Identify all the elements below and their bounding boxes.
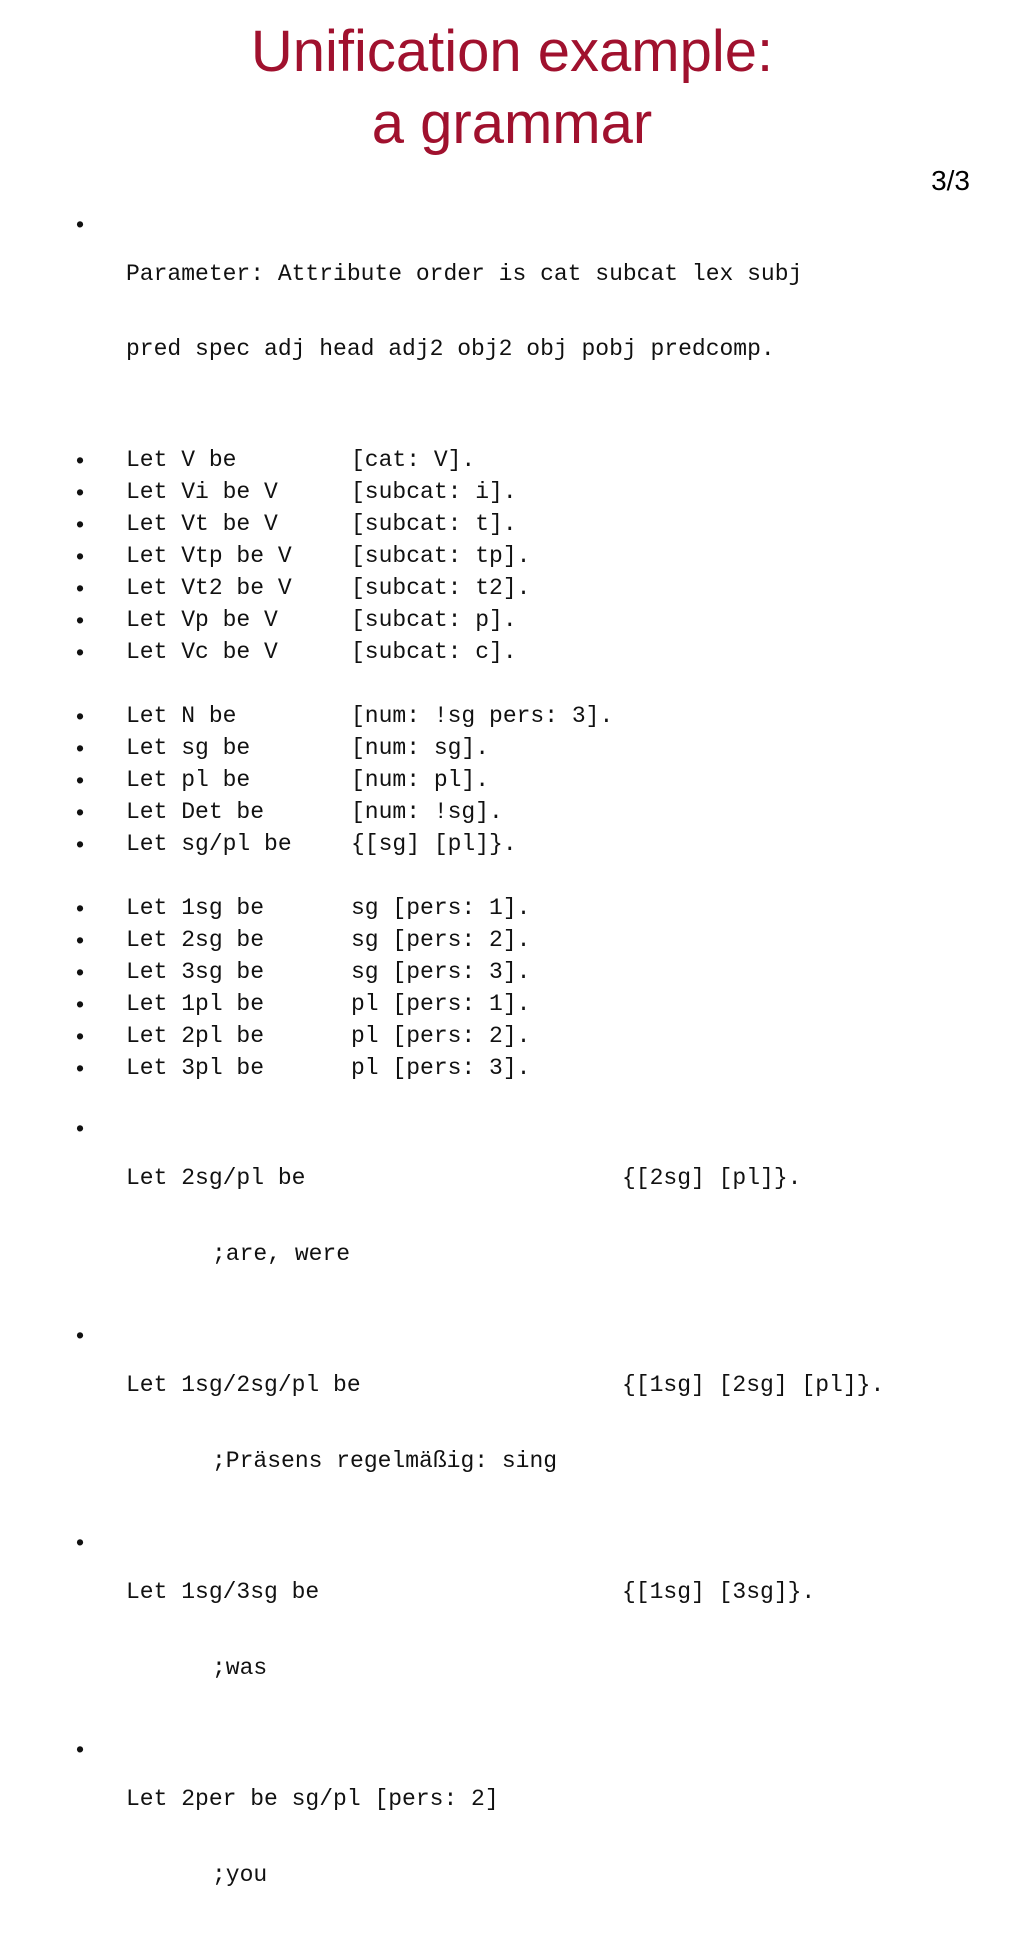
rule-noun [76,764,976,796]
rule-rhs: {[2sg] [pl]}. [622,1165,802,1191]
rule-combo [76,1116,976,1317]
rule-verb [76,476,976,508]
parameter-line-2: pred spec adj head adj2 obj2 obj pobj predcomp. [126,336,775,362]
rule-rhs: pl [pers: 1]. [351,991,531,1017]
rule-rhs: [num: !sg]. [351,799,503,825]
rule-lhs: Let sg be [126,735,251,761]
spacer [76,860,976,892]
rule-comment: ;are, were [212,1241,351,1267]
rule-rhs: sg [pers: 3]. [351,959,531,985]
grammar-rules-list [76,212,976,1938]
rule-rhs: [subcat: p]. [351,607,517,633]
rule-person [76,1020,976,1052]
rule-lhs: Let 3sg be [126,959,265,985]
rule-comment: ;was [212,1655,268,1681]
rule-noun [76,732,976,764]
rule-comment: ;Präsens regelmäßig: sing [212,1448,558,1474]
rule-rhs: sg [pers: 2]. [351,927,531,953]
rule-lhs: Let Det be [126,799,265,825]
rule-lhs: Let 2sg/pl be [126,1165,306,1191]
rule-lhs: Let Vt be V [126,511,278,537]
rule-verb [76,636,976,668]
rule-lhs: Let V be [126,447,237,473]
page-indicator: 3/3 [931,165,970,196]
rule-rhs: [subcat: tp]. [351,543,531,569]
rule-rhs: [cat: V]. [351,447,476,473]
rule-rhs: [subcat: c]. [351,639,517,665]
rule-lhs: Let 1sg/2sg/pl be [126,1372,361,1398]
rule-noun [76,700,976,732]
slide-title [0,16,1024,160]
rule-lhs: Let Vtp be V [126,543,292,569]
rule-rhs: {[1sg] [2sg] [pl]}. [622,1372,885,1398]
rule-person [76,1052,976,1084]
rule-rhs: {[1sg] [3sg]}. [622,1579,816,1605]
rule-person [76,988,976,1020]
rule-verb [76,572,976,604]
slide-title-line-1: Unification example: [250,19,774,84]
rule-rhs: [subcat: t]. [351,511,517,537]
rule-lhs: Let N be [126,703,237,729]
slide-title-line-2: a grammar [371,91,653,156]
rule-lhs: Let 2per be sg/pl [pers: 2] [126,1786,499,1812]
rule-rhs: {[sg] [pl]}. [351,831,517,857]
rule-lhs: Let 1pl be [126,991,265,1017]
rule-person [76,924,976,956]
rule-rhs: pl [pers: 2]. [351,1023,531,1049]
rule-lhs: Let 2pl be [126,1023,265,1049]
spacer [76,668,976,700]
rule-combo [76,1323,976,1524]
rule-verb [76,604,976,636]
rule-lhs: Let pl be [126,767,251,793]
rule-rhs: [subcat: i]. [351,479,517,505]
rule-rhs: [num: sg]. [351,735,490,761]
rule-lhs: Let sg/pl be [126,831,292,857]
rule-combo [76,1530,976,1731]
rule-verb [76,444,976,476]
rule-verb [76,508,976,540]
rule-noun [76,796,976,828]
rule-combo [76,1737,976,1938]
rule-rhs: [subcat: t2]. [351,575,531,601]
rule-lhs: Let Vt2 be V [126,575,292,601]
rule-lhs: Let Vp be V [126,607,278,633]
rule-comment: ;you [212,1862,268,1888]
rule-lhs: Let Vc be V [126,639,278,665]
rule-lhs: Let 1sg be [126,895,265,921]
parameter-line-1: • Parameter: Attribute order is cat subcat lex subj [126,261,803,287]
spacer [76,1084,976,1116]
rule-lhs: Let Vi be V [126,479,278,505]
rule-lhs: Let 2sg be [126,927,265,953]
rule-rhs: pl [pers: 3]. [351,1055,531,1081]
rule-verb [76,540,976,572]
rule-person [76,892,976,924]
rule-lhs: Let 1sg/3sg be [126,1579,320,1605]
rule-rhs: [num: !sg pers: 3]. [351,703,614,729]
rule-person [76,956,976,988]
rule-rhs: [num: pl]. [351,767,490,793]
rule-lhs: Let 3pl be [126,1055,265,1081]
parameter-rule [76,212,976,412]
spacer [76,412,976,444]
rule-rhs: sg [pers: 1]. [351,895,531,921]
rule-noun [76,828,976,860]
